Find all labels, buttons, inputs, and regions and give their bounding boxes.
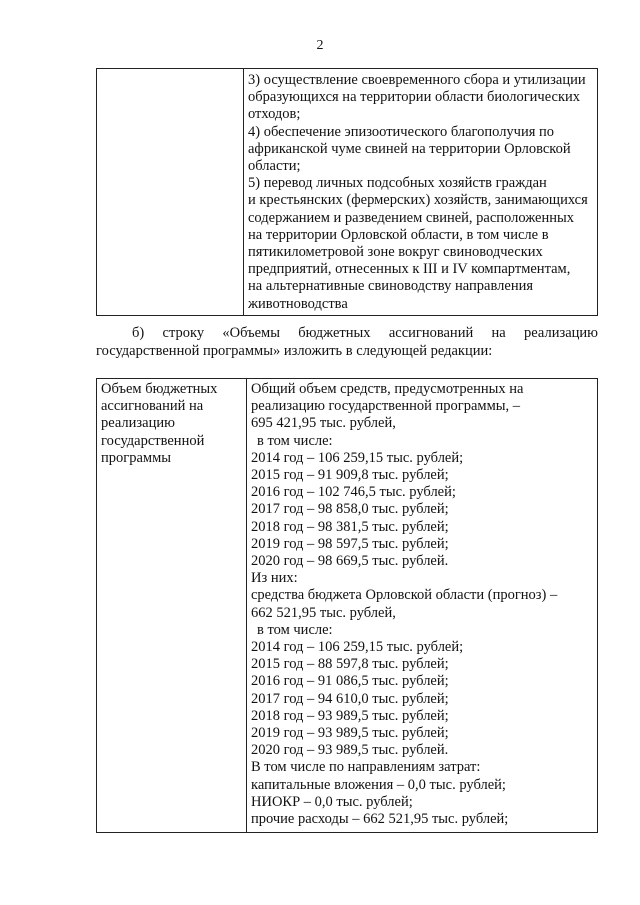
text-line: 2015 год – 88 597,8 тыс. рублей;: [251, 656, 449, 673]
text-line: Объем бюджетных: [101, 381, 218, 397]
text-line: ассигнований на: [101, 398, 204, 415]
text-line: 5) перевод личных подсобных хозяйств граждан: [248, 175, 547, 192]
amendment-paragraph-line-2: государственной программы» изложить в следующей редакции:: [96, 343, 493, 359]
text-line: прочие расходы – 662 521,95 тыс. рублей;: [251, 811, 509, 828]
text-line: и крестьянских (фермерских) хозяйств, занимающихся: [248, 192, 588, 209]
table-row: [97, 69, 598, 316]
text-line: 662 521,95 тыс. рублей,: [251, 604, 396, 621]
text-line: государственной: [101, 432, 205, 449]
text-line: 2018 год – 98 381,5 тыс. рублей;: [251, 518, 449, 535]
text-line: 3) осуществление своевременного сбора и утилизации: [248, 72, 586, 88]
text-line: предприятий, отнесенных к III и IV компартментам,: [248, 261, 571, 278]
text-line: в том числе:: [257, 621, 333, 638]
text-line: капитальные вложения – 0,0 тыс. рублей;: [251, 776, 506, 793]
table-left-cell: [97, 69, 244, 316]
text-line: 2018 год – 93 989,5 тыс. рублей;: [251, 707, 449, 724]
text-line: НИОКР – 0,0 тыс. рублей;: [251, 793, 413, 810]
text-line: В том числе по направлениям затрат:: [251, 759, 481, 776]
text-line: в том числе:: [257, 432, 333, 449]
text-line: 2017 год – 94 610,0 тыс. рублей;: [251, 690, 449, 707]
text-line: 4) обеспечение эпизоотического благополучия по: [248, 123, 555, 140]
text-line: отходов;: [248, 106, 301, 123]
table-right-cell: [244, 69, 598, 316]
goals-table-continued: [96, 68, 598, 316]
text-line: Общий объем средств, предусмотренных на: [251, 381, 524, 397]
text-line: 2020 год – 93 989,5 тыс. рублей.: [251, 742, 449, 759]
text-line: реализацию: [101, 415, 175, 432]
text-line: 2016 год – 102 746,5 тыс. рублей;: [251, 484, 456, 501]
table-left-cell: [97, 379, 247, 833]
text-line: программы: [101, 449, 171, 466]
text-line: 2020 год – 98 669,5 тыс. рублей.: [251, 553, 449, 570]
row-heading: [101, 381, 242, 467]
text-line: пятикилометровой зоне вокруг свиноводческих: [248, 244, 543, 261]
text-line: области;: [248, 158, 301, 175]
text-line: 2019 год – 93 989,5 тыс. рублей;: [251, 725, 449, 742]
tasks-list: [248, 72, 591, 313]
text-line: реализацию государственной программы, –: [251, 398, 521, 415]
text-line: на альтернативные свиноводству направления: [248, 278, 534, 295]
budget-allocation-table: [96, 378, 598, 833]
text-line: африканской чуме свиней на территории Орловской: [248, 140, 571, 157]
page-number: 2: [316, 38, 324, 53]
text-line: образующихся на территории области биологических: [248, 89, 581, 106]
amendment-paragraph-line-1: б) строку «Объемы бюджетных ассигнований на реализацию: [132, 325, 598, 341]
text-line: содержанием и разведением свиней, расположенных: [248, 209, 575, 226]
text-line: 2014 год – 106 259,15 тыс. рублей;: [251, 639, 464, 656]
text-line: 2016 год – 91 086,5 тыс. рублей;: [251, 673, 449, 690]
budget-details: [251, 381, 591, 828]
text-line: 2019 год – 98 597,5 тыс. рублей;: [251, 535, 449, 552]
text-line: Из них:: [251, 570, 298, 587]
table-right-cell: [247, 379, 598, 833]
text-line: 2015 год – 91 909,8 тыс. рублей;: [251, 467, 449, 484]
text-line: 2017 год – 98 858,0 тыс. рублей;: [251, 501, 449, 518]
text-line: средства бюджета Орловской области (прогноз) –: [251, 587, 558, 604]
table-row: [97, 379, 598, 833]
text-line: 695 421,95 тыс. рублей,: [251, 415, 396, 432]
text-line: на территории Орловской области, в том числе в: [248, 226, 549, 243]
text-line: 2014 год – 106 259,15 тыс. рублей;: [251, 449, 464, 466]
text-line: животноводства: [248, 295, 348, 312]
